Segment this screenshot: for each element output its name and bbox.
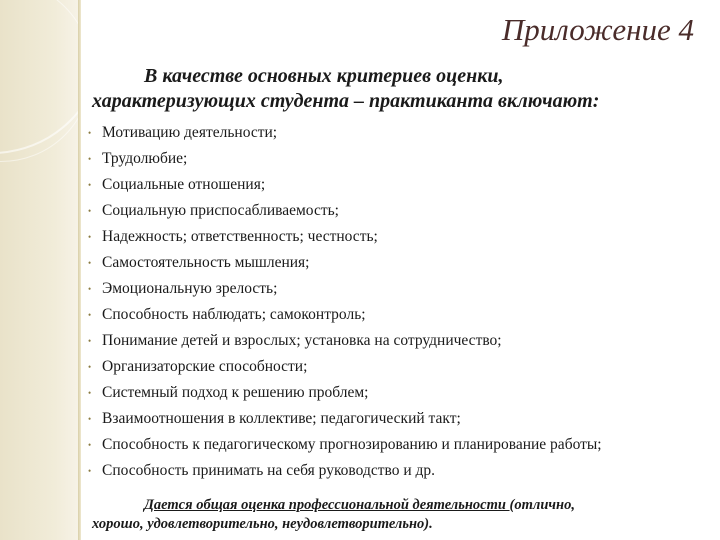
criteria-item xyxy=(88,332,713,358)
criteria-item-text: Способность наблюдать; самоконтроль; xyxy=(102,306,366,323)
criteria-list xyxy=(88,124,713,488)
bullet-icon: • xyxy=(88,128,92,138)
bullet-icon: • xyxy=(88,388,92,398)
criteria-item-text: Способность принимать на себя руководство и др. xyxy=(102,462,436,479)
criteria-item xyxy=(88,176,713,202)
criteria-item-text: Понимание детей и взрослых; установка на сотрудничество; xyxy=(102,332,502,349)
criteria-item xyxy=(88,280,713,306)
criteria-item xyxy=(88,124,713,150)
assessment-note-line-1 xyxy=(92,496,712,515)
criteria-item-text: Социальную приспосабливаемость; xyxy=(102,202,339,219)
heading-line-2: характеризующих студента – практиканта включают: xyxy=(92,90,600,112)
criteria-item xyxy=(88,462,713,488)
assessment-note-underlined: Дается общая оценка профессиональной деятельности xyxy=(144,497,510,513)
bullet-icon: • xyxy=(88,284,92,294)
criteria-item-text: Способность к педагогическому прогнозированию и планирование работы; xyxy=(102,436,602,453)
bullet-icon: • xyxy=(88,310,92,320)
criteria-item-text: Взаимоотношения в коллективе; педагогический такт; xyxy=(102,410,461,427)
bullet-icon: • xyxy=(88,232,92,242)
criteria-item-text: Трудолюбие; xyxy=(102,150,188,167)
criteria-item-text: Социальные отношения; xyxy=(102,176,266,193)
bullet-icon: • xyxy=(88,362,92,372)
criteria-item-text: Эмоциональную зрелость; xyxy=(102,280,278,297)
assessment-note-scale-start: (отлично, xyxy=(509,497,575,513)
bullet-icon: • xyxy=(88,466,92,476)
bullet-icon: • xyxy=(88,154,92,164)
criteria-item xyxy=(88,306,713,332)
criteria-item-text: Самостоятельность мышления; xyxy=(102,254,310,271)
assessment-note-line-2: хорошо, удовлетворительно, неудовлетворительно). xyxy=(92,516,433,532)
criteria-item xyxy=(88,150,713,176)
panel-divider xyxy=(78,0,81,540)
criteria-item-text: Организаторские способности; xyxy=(102,358,308,375)
bullet-icon: • xyxy=(88,440,92,450)
bullet-icon: • xyxy=(88,180,92,190)
criteria-item xyxy=(88,358,713,384)
criteria-item xyxy=(88,384,713,410)
criteria-item xyxy=(88,228,713,254)
decorative-side-panel xyxy=(0,0,78,540)
criteria-item-text: Надежность; ответственность; честность; xyxy=(102,228,378,245)
criteria-item xyxy=(88,436,713,462)
assessment-note xyxy=(92,496,712,534)
criteria-item-text: Системный подход к решению проблем; xyxy=(102,384,369,401)
bullet-icon: • xyxy=(88,206,92,216)
criteria-item-text: Мотивацию деятельности; xyxy=(102,124,278,141)
bullet-icon: • xyxy=(88,258,92,268)
criteria-item xyxy=(88,202,713,228)
bullet-icon: • xyxy=(88,336,92,346)
heading-line-1: В качестве основных критериев оценки, xyxy=(144,65,504,87)
criteria-heading xyxy=(92,64,712,114)
criteria-item xyxy=(88,254,713,280)
bullet-icon: • xyxy=(88,414,92,424)
criteria-item xyxy=(88,410,713,436)
slide-title: Приложение 4 xyxy=(501,12,694,47)
